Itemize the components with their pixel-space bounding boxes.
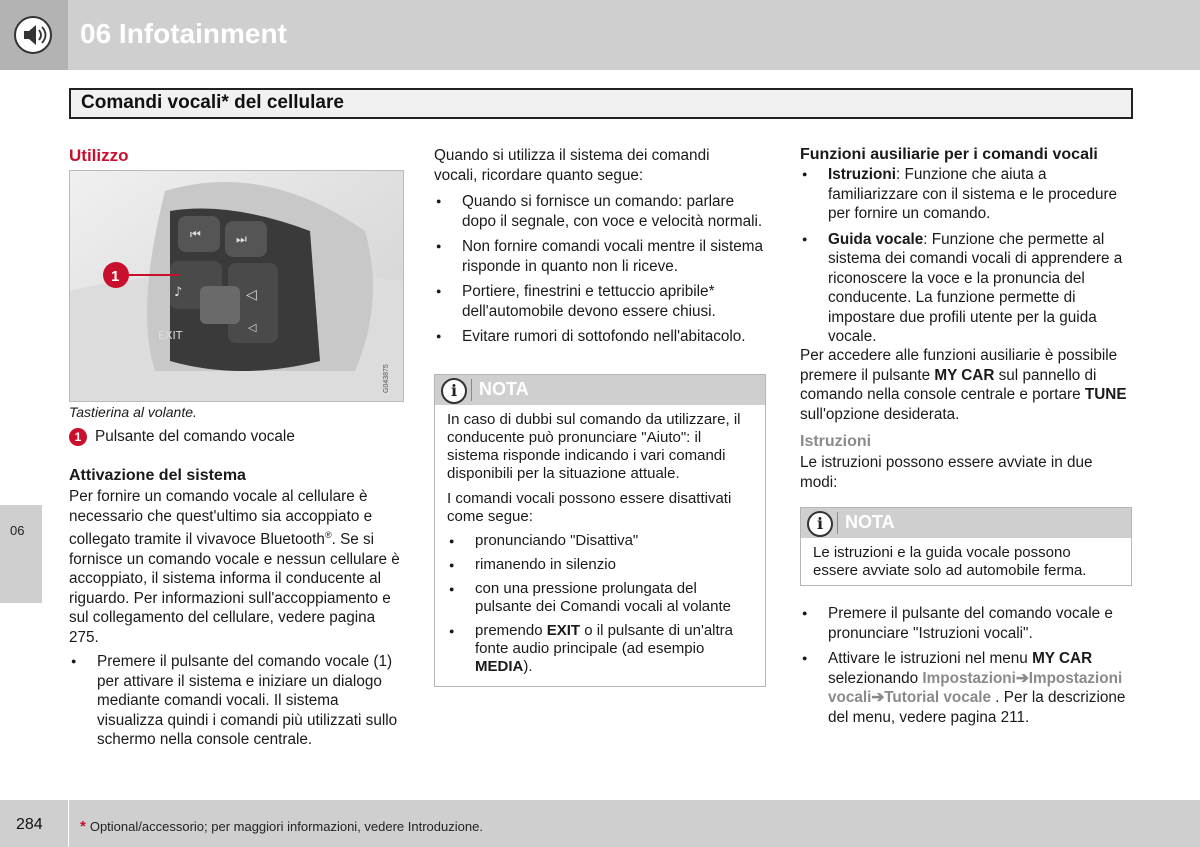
istruzioni-bullets [800,604,1132,733]
speaker-icon [0,0,68,70]
list-item: ● premendo EXIT o il pulsante di un'altra fonte audio principale (ad esempio MEDIA). [447,622,753,676]
list-item: ● Premere il pulsante del comando vocale (1) per attivare il sistema e iniziare un dialogo mediante comandi vocali. Il sistema visualizza quindi i comandi più utilizzati sullo schermo nella console centrale. [69,652,403,750]
list-item: ● Istruzioni: Funzione che aiuta a familiarizzare con il sistema e le procedure per fornire un comando. [800,165,1132,224]
note-box-instructions [800,507,1132,586]
list-item: ● Evitare rumori di sottofondo nell'abitacolo. [434,327,766,347]
chapter-title: 06 Infotainment [80,18,287,49]
svg-text:♪: ♪ [174,285,183,300]
callout-1-label: 1 [111,268,120,285]
info-icon: i [807,511,833,537]
svg-text:◁: ◁ [248,321,257,334]
exit-label: EXIT [158,329,183,342]
list-item: ● Premere il pulsante del comando vocale e pronunciare "Istruzioni vocali". [800,604,1132,643]
reminder-bullets [434,192,766,353]
note-separator [837,512,838,534]
activation-heading: Attivazione del sistema [69,467,246,484]
list-item: ● Non fornire comandi vocali mentre il sistema risponde in quanto non li riceve. [434,237,766,276]
image-caption: Tastierina al volante. [69,404,197,420]
header-icon-box [0,0,68,70]
list-item: ● con una pressione prolungata del pulsante dei Comandi vocali al volante [447,580,753,616]
list-item: ● pronunciando "Disattiva" [447,532,753,550]
chapter-side-tab [0,505,42,603]
aux-access-paragraph: Per accedere alle funzioni ausiliarie è possibile premere il pulsante MY CAR sul pannello di comando nella console centrale e portare TUNE sull'opzione desiderata. [800,347,1127,423]
istruzioni-subheading: Istruzioni [800,433,872,450]
list-item: ● Quando si fornisce un comando: parlare dopo il segnale, con voce e velocità normali. [434,192,766,231]
footnote-star: * [80,818,86,835]
note-body: Le istruzioni e la guida vocale possono essere avviate solo ad automobile ferma. [813,544,1087,579]
list-item: ● Guida vocale: Funzione che permette al sistema dei comandi vocali di apprendere a riconoscere la voce e la pronuncia del conducente. La funzione permette di impostare due profili utente per la guida vocale. [800,230,1132,347]
callout-legend-text: Pulsante del comando vocale [95,428,295,445]
registered-mark: ® [324,530,332,540]
note-bullets [447,532,753,676]
page-number: 284 [16,816,43,833]
activation-bullets [69,652,403,756]
istruzioni-paragraph: Le istruzioni possono essere avviate in due modi: [800,454,1093,491]
callout-legend [69,427,295,447]
chapter-side-tab-label: 06 [10,523,25,538]
svg-text:⏮: ⏮ [190,227,201,241]
note-label: NOTA [845,512,895,532]
aux-functions-heading: Funzioni ausiliarie per i comandi vocali [800,146,1098,163]
note-body [435,405,765,690]
activation-paragraph [69,487,403,647]
callout-number-badge: 1 [69,428,87,446]
aux-functions-bullets [800,165,1132,353]
svg-text:◁: ◁ [246,287,257,303]
utilizzo-heading: Utilizzo [69,146,129,165]
note-paragraph: I comandi vocali possono essere disattivati come segue: [447,490,732,525]
footer-note [80,818,483,835]
steering-keypad-image [69,170,404,402]
note-label: NOTA [479,379,529,399]
note-paragraph: In caso di dubbi sul comando da utilizzare, il conducente può pronunciare "Aiuto": il sistema risponde indicando i vari comandi disponibili per la situazione attuale. [447,411,741,482]
activation-text-1: Per fornire un comando vocale al cellulare è necessario che quest'ultimo sia accoppiato e collegato tramite il vivavoce Bluetooth [69,488,373,549]
section-title: Comandi vocali* del cellulare [81,92,344,113]
info-icon: i [441,378,467,404]
note-separator [471,379,472,401]
activation-text-2: . Se si fornisce un comando vocale e nessun cellulare è accoppiato, il sistema informa il conducente al riguardo. Per informazioni sull'accoppiamento e sul collegamento del cellulare, vedere pagina 275. [69,531,400,646]
list-item: ● Portiere, finestrini e tettuccio apribile* dell'automobile devono essere chiusi. [434,282,766,321]
svg-text:⏭: ⏭ [236,232,247,246]
image-code: G043875 [383,364,390,393]
steering-keypad-illustration [70,171,403,401]
footnote-text: Optional/accessorio; per maggiori informazioni, vedere Introduzione. [89,819,483,834]
reminder-intro: Quando si utilizza il sistema dei comandi vocali, ricordare quanto segue: [434,147,710,184]
note-header [435,375,765,405]
list-item: ● Attivare le istruzioni nel menu MY CAR selezionando Impostazioni➔Impostazioni vocali➔Tutorial vocale . Per la descrizione del menu, vedere pagina 211. [800,649,1132,727]
note-box-disable [434,374,766,687]
list-item: ● rimanendo in silenzio [447,556,753,574]
note-header [801,508,1131,538]
